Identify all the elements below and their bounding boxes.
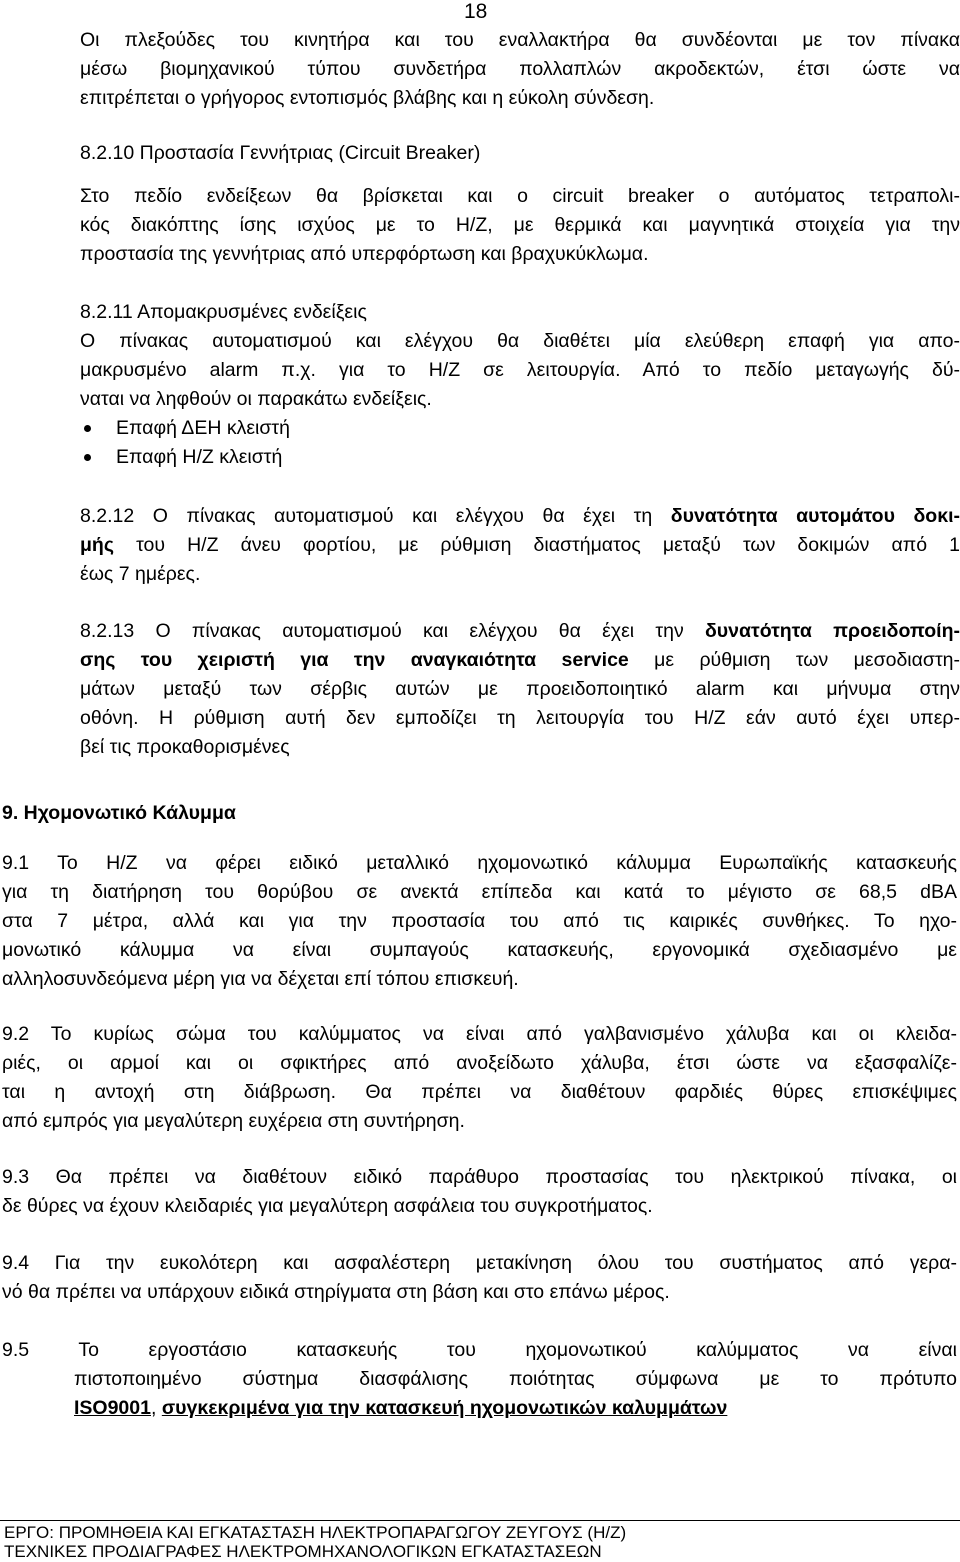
body-line: μονωτικό κάλυμμα να είναι συμπαγούς κατασκευής, εργονομικά σχεδιασμένο με <box>2 939 957 961</box>
body-line: οθόνη. Η ρύθμιση αυτή δεν εμποδίζει τη λειτουργία του Η/Ζ εάν αυτό έχει υπερ- <box>80 707 960 729</box>
body-line <box>80 502 960 531</box>
bullet-item <box>80 443 680 472</box>
body-line: αλληλοσυνδεόμενα μέρη για να δέχεται επί τόπου επισκευή. <box>2 968 519 990</box>
body-line: έως 7 ημέρες. <box>80 563 201 585</box>
section-8-2-12 <box>80 502 960 589</box>
body-line: βεί τις προκαθορισμένες <box>80 736 290 758</box>
bold-text-run: μής <box>80 534 114 556</box>
text-run: του Η/Ζ άνευ φορτίου, με ρύθμιση διαστήματος μεταξύ των δοκιμών από 1 <box>113 534 960 556</box>
section-8-2-11-body <box>80 327 960 414</box>
bullet-item <box>80 414 680 443</box>
item-9-3 <box>2 1163 957 1221</box>
bold-text-run: δυνατότητα προειδοποίη- <box>704 620 960 642</box>
body-line: Στο πεδίο ενδείξεων θα βρίσκεται και ο circuit breaker ο αυτόματος τετραπολι- <box>80 185 960 207</box>
body-line <box>80 531 960 560</box>
section-8-2-10-heading: 8.2.10 Προστασία Γεννήτριας (Circuit Breaker) <box>80 142 481 164</box>
body-line: 9.1 Το Η/Ζ να φέρει ειδικό μεταλλικό ηχομονωτικό κάλυμμα Ευρωπαϊκής κατασκευής <box>2 852 957 874</box>
body-line: από εμπρός για μεγαλύτερη ευχέρεια στη συντήρηση. <box>2 1110 465 1132</box>
section-8-2-13 <box>80 617 960 762</box>
body-line: 9.4 Για την ευκολότερη και ασφαλέστερη μετακίνηση όλου του συστήματος από γερα- <box>2 1252 957 1274</box>
text-run: 8.2.13 Ο πίνακας αυτοματισμού και ελέγχου θα έχει την <box>80 620 705 642</box>
text-run: με ρύθμιση των μεσοδιαστη- <box>628 649 960 671</box>
text-run: 8.2.12 Ο πίνακας αυτοματισμού και ελέγχου θα έχει τη <box>80 505 671 527</box>
intro-line: μέσω βιομηχανικού τύπου συνδετήρα πολλαπλών ακροδεκτών, έτσι ώστε να <box>80 58 960 80</box>
body-line: 9.3 Θα πρέπει να διαθέτουν ειδικό παράθυρο προστασίας του ηλεκτρικού πίνακα, οι <box>2 1166 957 1188</box>
body-line: ναται να ληφθούν οι παρακάτω ενδείξεις. <box>80 388 432 410</box>
indication-bullet-list <box>80 414 680 472</box>
item-9-4 <box>2 1249 957 1307</box>
intro-paragraph <box>80 26 960 113</box>
body-line <box>80 617 960 646</box>
item-9-1 <box>2 849 957 994</box>
intro-line: Οι πλεξούδες του κινητήρα και του εναλλακτήρα θα συνδέονται με τον πίνακα <box>80 29 960 51</box>
bold-text-run: σης του χειριστή για την αναγκαιότητα service <box>80 649 629 671</box>
item-9-5 <box>2 1336 957 1423</box>
section-8-2-10-body <box>80 182 960 269</box>
footer-project: ΕΡΓΟ: ΠΡΟΜΗΘΕΙΑ ΚΑΙ ΕΓΚΑΤΑΣΤΑΣΗ ΗΛΕΚΤΡΟΠΑΡΑΓΩΓΟΥ ΖΕΥΓΟΥΣ (Η/Ζ) <box>4 1523 627 1542</box>
body-line: 9.2 Το κυρίως σώμα του καλύμματος να είναι από γαλβανισμένο χάλυβα και οι κλειδα- <box>2 1023 957 1045</box>
body-line: ται η αντοχή στη διάβρωση. Θα πρέπει να διαθέτουν φαρδιές θύρες επισκέψιμες <box>2 1081 957 1103</box>
intro-line: επιτρέπεται ο γρήγορος εντοπισμός βλάβης και η εύκολη σύνδεση. <box>80 87 655 109</box>
bullet-text: Επαφή Η/Ζ κλειστή <box>116 446 283 468</box>
body-line: πιστοποιημένο σύστημα διασφάλισης ποιότητας σύμφωνα με το πρότυπο <box>74 1368 957 1390</box>
body-line: ριές, οι αρμοί και οι σφικτήρες από ανοξείδωτο χάλυβα, έτσι ώστε να εξασφαλίζε- <box>2 1052 957 1074</box>
footer-divider <box>0 1520 960 1521</box>
body-line: μακρυσμένο alarm π.χ. για το Η/Ζ σε λειτουργία. Από το πεδίο μεταγωγής δύ- <box>80 359 960 381</box>
body-line: κός διακόπτης ίσης ισχύος με το Η/Ζ, με θερμικά και μαγνητικά στοιχεία για την <box>80 214 960 236</box>
page-number: 18 <box>464 0 488 23</box>
bold-text-run: δυνατότητα αυτομάτου δοκι- <box>670 505 960 527</box>
body-line: δε θύρες να έχουν κλειδαριές για μεγαλύτερη ασφάλεια του συγκροτήματος. <box>2 1195 653 1217</box>
standard-iso9001: ISO9001 <box>74 1397 151 1419</box>
text-run: , <box>150 1397 162 1419</box>
body-line: στα 7 μέτρα, αλλά και για την προστασία του από τις καιρικές συνθήκες. Το ηχο- <box>2 910 957 932</box>
body-line <box>80 646 960 675</box>
body-line: για τη διατήρηση του θορύβου σε ανεκτά επίπεδα και κατά το μέγιστο σε 68,5 dBA <box>2 881 957 903</box>
body-line: μάτων μεταξύ των σέρβις αυτών με προειδοποιητικό alarm και μήνυμα στην <box>80 678 960 700</box>
body-line: προστασία της γεννήτριας από υπερφόρτωση και βραχυκύκλωμα. <box>80 243 649 265</box>
bullet-icon <box>84 425 91 432</box>
body-line: 9.5 Το εργοστάσιο κατασκευής του ηχομονωτικού καλύμματος να είναι <box>2 1339 957 1361</box>
bullet-text: Επαφή ΔΕΗ κλειστή <box>116 417 290 439</box>
footer-specs: ΤΕΧΝΙΚΕΣ ΠΡΟΔΙΑΓΡΑΦΕΣ ΗΛΕΚΤΡΟΜΗΧΑΝΟΛΟΓΙΚΩΝ ΕΓΚΑΤΑΣΤΑΣΕΩΝ <box>4 1542 602 1561</box>
body-line <box>2 1394 957 1423</box>
item-9-2 <box>2 1020 957 1136</box>
bullet-icon <box>84 454 91 461</box>
section-8-2-11-heading: 8.2.11 Απομακρυσμένες ενδείξεις <box>80 301 367 323</box>
section-9-heading: 9. Ηχομονωτικό Κάλυμμα <box>2 802 236 824</box>
bold-underlined-text: συγκεκριμένα για την κατασκευή ηχομονωτικών καλυμμάτων <box>161 1397 728 1419</box>
body-line: νό θα πρέπει να υπάρχουν ειδικά στηρίγματα στη βάση και στο επάνω μέρος. <box>2 1281 670 1303</box>
body-line: Ο πίνακας αυτοματισμού και ελέγχου θα διαθέτει μία ελεύθερη επαφή για απο- <box>80 330 960 352</box>
